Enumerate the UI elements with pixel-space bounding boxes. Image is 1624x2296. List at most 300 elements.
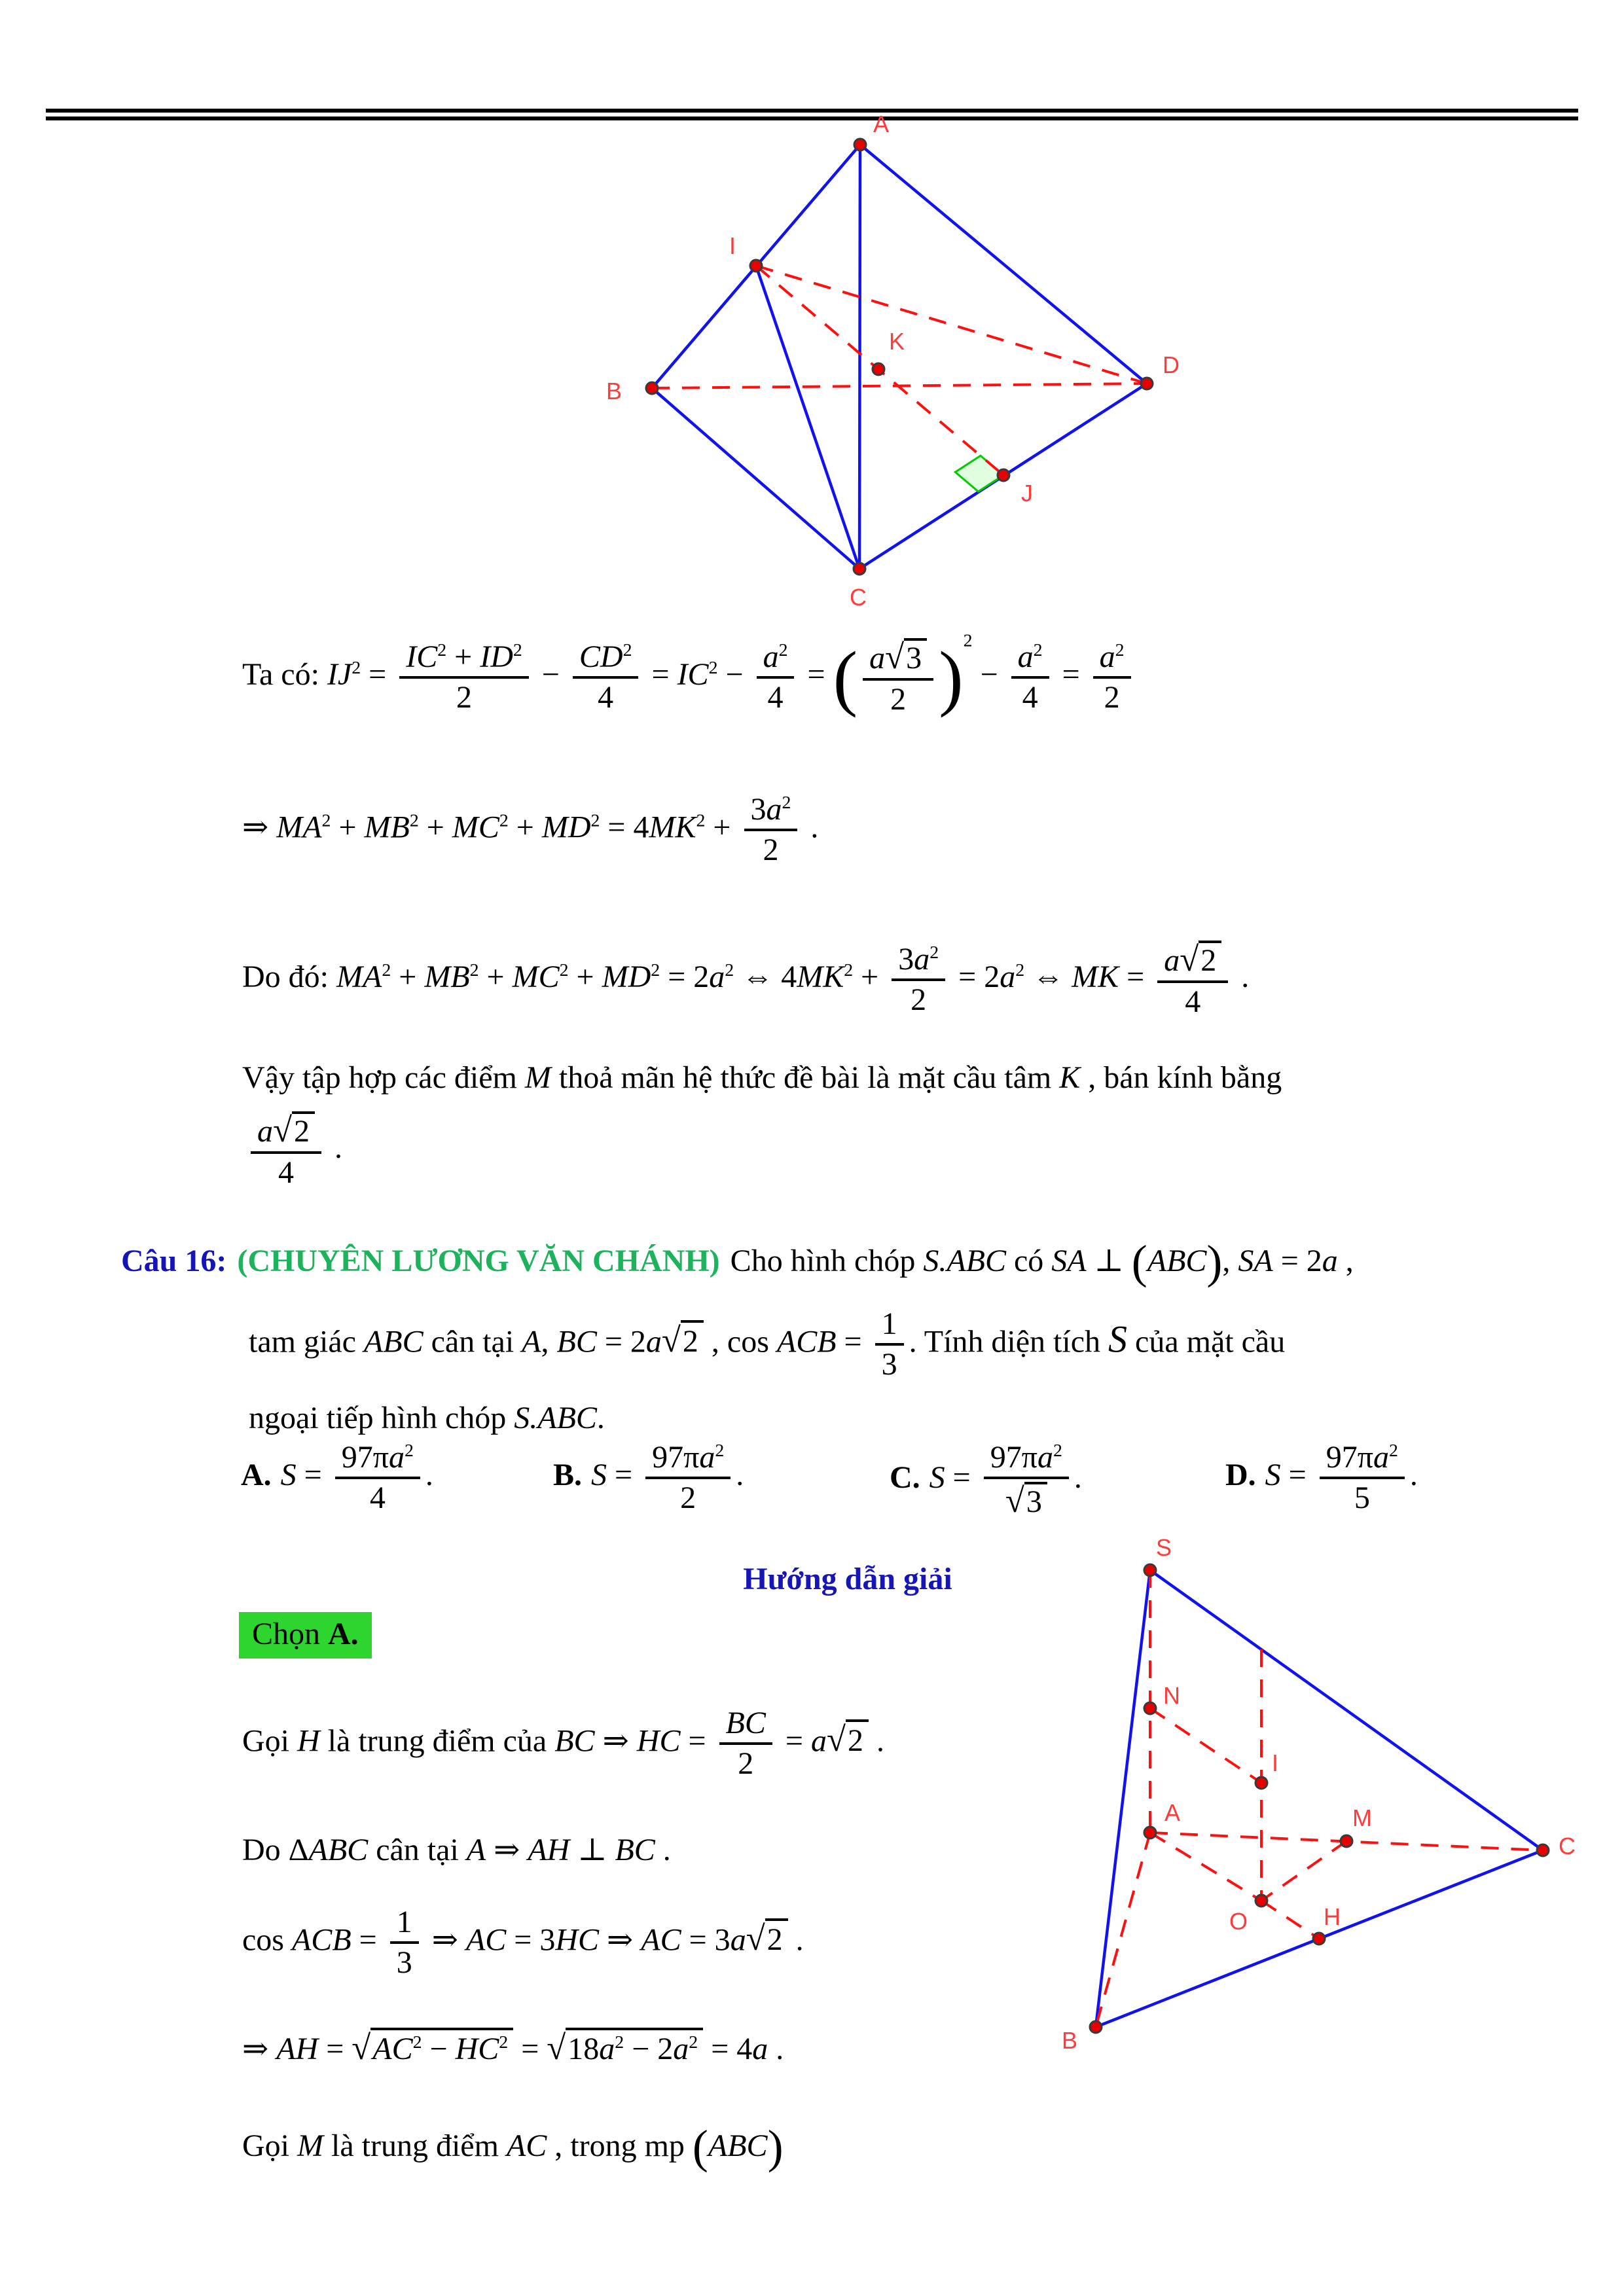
math-text: của mặt cầu [1127, 1324, 1286, 1359]
math-var: BC [615, 1833, 655, 1867]
question-line-1 [121, 1236, 1354, 1289]
math-text: . Tính diện tích [909, 1324, 1109, 1359]
figure-tetrahedron-abcd [586, 108, 1214, 632]
math-sqrt [746, 1922, 788, 1957]
math-text: , [1222, 1244, 1238, 1278]
math-superscript: 2 [321, 810, 331, 831]
math-var: a [645, 1324, 662, 1359]
math-var: MC [512, 959, 560, 994]
math-var: AC [506, 2128, 547, 2163]
math-sqrt [1005, 1484, 1047, 1519]
math-text: = 3 [506, 1922, 556, 1958]
math-var: BC [725, 1706, 766, 1740]
solution-step-3 [242, 1906, 804, 1980]
math-text: 3 [906, 641, 922, 675]
chosen-answer-highlight [239, 1612, 372, 1659]
math-text: + [331, 810, 365, 845]
radicand [846, 1719, 869, 1759]
math-var: AC [372, 2032, 413, 2066]
math-fraction [251, 1111, 321, 1190]
math-superscript: 2 [1015, 960, 1025, 980]
math-paren: ( [1131, 1236, 1147, 1289]
fraction-denominator [1157, 983, 1228, 1018]
point-B-label: B [1062, 2027, 1078, 2054]
math-text: = [799, 656, 833, 692]
math-superscript: 2 [929, 942, 939, 963]
question-source: (CHUYÊN LƯƠNG VĂN CHÁNH) [237, 1244, 720, 1278]
math-var: a [869, 641, 886, 675]
point-A-label: A [873, 111, 890, 137]
fraction-numerator [1011, 641, 1049, 679]
math-var: K [1059, 1060, 1081, 1095]
option-a [241, 1441, 433, 1515]
point-O-label: O [1229, 1908, 1248, 1935]
math-text: ⊥ [1086, 1244, 1132, 1278]
math-fraction [1011, 641, 1049, 715]
math-text: 97π [341, 1440, 389, 1475]
fraction-numerator [984, 1441, 1069, 1479]
fraction-numerator [399, 641, 529, 679]
point-B-label: B [605, 378, 622, 404]
math-text: = [607, 1458, 641, 1493]
math-var: ACB [776, 1324, 837, 1359]
math-superscript: 2 [651, 960, 660, 980]
math-text: , cos [703, 1324, 777, 1359]
math-var: a [1322, 1244, 1338, 1278]
math-var: AH [528, 1833, 570, 1867]
math-text: . [596, 1401, 605, 1435]
point-N-dot [1144, 1702, 1156, 1714]
point-B-dot [646, 382, 658, 394]
math-text: . [1409, 1458, 1418, 1493]
math-text: . [768, 2032, 784, 2066]
math-superscript: 2 [513, 639, 522, 660]
point-C-dot [1537, 1844, 1549, 1856]
math-text: 2 [682, 1324, 698, 1359]
dashed-I-D [756, 266, 1147, 384]
math-text: 2 [847, 1723, 863, 1759]
math-var: AH [276, 2032, 319, 2066]
math-var: MK [1072, 959, 1119, 994]
math-var: a [1000, 959, 1016, 994]
point-A-label: A [1164, 1799, 1181, 1826]
fraction-denominator [984, 1479, 1069, 1519]
math-var: MC [452, 810, 499, 845]
math-fraction [757, 641, 795, 715]
math-superscript: 2 [1053, 1441, 1062, 1461]
math-var: MK [649, 810, 696, 845]
math-text: . [1074, 1460, 1082, 1495]
math-text: . [326, 1130, 342, 1165]
math-fraction [863, 638, 933, 717]
math-text: Do đó: [242, 959, 336, 994]
point-B-dot [1090, 2021, 1102, 2033]
math-text: − [422, 2032, 456, 2066]
math-var: a [1017, 639, 1034, 674]
math-var: ID [480, 639, 513, 674]
math-text: . [736, 1458, 744, 1493]
math-text: 2 [456, 679, 472, 715]
math-text: 2 [738, 1746, 754, 1782]
math-superscript: 2 [844, 960, 854, 980]
math-fraction [719, 1707, 772, 1781]
point-I-dot [1255, 1777, 1267, 1789]
math-text: 4 [598, 679, 614, 715]
fraction-numerator [757, 641, 795, 679]
formula-sum-ma [242, 793, 818, 867]
math-text: = 2 [660, 959, 710, 994]
solution-step-1 [242, 1707, 884, 1781]
math-text: + [853, 959, 887, 994]
math-text: 97π [990, 1440, 1038, 1475]
math-text: tam giác [249, 1324, 364, 1359]
math-var: a [730, 1922, 746, 1958]
math-text: . [425, 1458, 433, 1493]
math-text: 4 [1185, 984, 1201, 1020]
math-var: HC [555, 1922, 600, 1958]
math-var: HC [636, 1723, 681, 1759]
fraction-denominator [1011, 679, 1049, 714]
fraction-denominator [645, 1479, 731, 1515]
math-text: + [705, 810, 739, 845]
point-M-label: M [1352, 1804, 1372, 1831]
math-var: AC [641, 1922, 681, 1958]
edge-S-C [1150, 1570, 1543, 1850]
fraction-denominator [757, 679, 795, 714]
math-text: ⇒ [594, 1723, 637, 1759]
math-var: CD [579, 639, 623, 674]
math-text: thoả mãn hệ thức đề bài là mặt cầu tâm [550, 1060, 1060, 1095]
point-N-label: N [1163, 1682, 1180, 1709]
math-text: = [1280, 1458, 1314, 1493]
point-O-dot [1255, 1895, 1267, 1907]
fraction-denominator [251, 1154, 321, 1189]
math-var: a [709, 959, 725, 994]
point-C-label: C [1559, 1833, 1576, 1859]
figure-pyramid-sabc [1041, 1538, 1617, 2075]
math-text: là trung điểm [323, 2128, 507, 2163]
math-superscript: 2 [499, 2032, 509, 2053]
fraction-denominator [1093, 679, 1131, 714]
math-superscript: 2 [615, 2032, 624, 2053]
math-text: Cho hình chóp [730, 1244, 924, 1278]
math-text: , [1337, 1244, 1354, 1278]
math-text: 2 [680, 1480, 696, 1516]
radicand [1024, 1482, 1047, 1518]
math-var: a [766, 792, 782, 827]
math-superscript: 2 [437, 639, 447, 660]
point-M-dot [1341, 1835, 1352, 1847]
math-var: S [1265, 1458, 1281, 1493]
chosen-answer-prefix: Chọn [252, 1617, 329, 1651]
point-A-dot [1144, 1827, 1156, 1839]
point-H-dot [1313, 1933, 1325, 1945]
math-text: + [446, 639, 480, 674]
radical-sign: √ [1005, 1482, 1024, 1520]
math-text: . [655, 1833, 671, 1867]
dashed-O-H [1261, 1901, 1319, 1939]
point-J-dot [998, 469, 1009, 481]
math-text: 4 [278, 1155, 294, 1191]
math-text: = [680, 1723, 714, 1759]
fraction-numerator [875, 1308, 904, 1346]
option-b-label: B. [553, 1458, 583, 1493]
right-angle-marker [955, 456, 1003, 492]
math-superscript: 2 [1033, 639, 1043, 660]
math-text: Vậy tập hợp các điểm [242, 1060, 525, 1095]
question-number: Câu 16: [121, 1244, 227, 1278]
math-text: 3 [881, 1347, 897, 1382]
math-var: MD [541, 810, 591, 845]
fraction-denominator [744, 831, 798, 867]
radicand [904, 638, 927, 675]
math-text: = [777, 1723, 811, 1759]
math-sqrt [827, 1723, 869, 1758]
math-text: 2 [293, 1114, 310, 1149]
point-S-dot [1144, 1564, 1156, 1576]
math-var: a [1099, 639, 1115, 674]
math-text: 18 [568, 2032, 600, 2066]
option-a-label: A. [241, 1458, 272, 1493]
radicand [370, 2028, 513, 2067]
math-fraction [335, 1441, 420, 1515]
math-var: MA [336, 959, 382, 994]
math-var: A [466, 1833, 486, 1867]
math-superscript: 2 [1388, 1441, 1398, 1461]
fraction-numerator [1320, 1441, 1405, 1479]
point-S-label: S [1156, 1538, 1172, 1561]
math-text: − [533, 656, 568, 692]
math-text: + [478, 959, 513, 994]
fraction-numerator [863, 638, 933, 681]
formula-do-do [242, 941, 1249, 1019]
math-text: 1 [881, 1306, 897, 1341]
math-fraction [744, 793, 798, 867]
option-d-label: D. [1225, 1458, 1256, 1493]
math-text: 2 [911, 982, 927, 1017]
formula-ij-squared [242, 630, 1136, 719]
math-text: ⊥ [569, 1833, 615, 1867]
math-text: + [391, 959, 425, 994]
math-text: = [836, 1324, 870, 1359]
radical-sign: √ [826, 1721, 846, 1759]
math-paren-group [833, 636, 964, 719]
math-text: , [541, 1324, 557, 1359]
math-text: 2 [1200, 943, 1217, 978]
option-c-label: C. [890, 1460, 920, 1495]
math-text: = 3 [681, 1922, 731, 1958]
math-superscript: 2 [1115, 639, 1125, 660]
math-superscript: 2 [404, 1441, 414, 1461]
radicand [566, 2028, 703, 2067]
math-text: 3 [396, 1945, 412, 1981]
math-fraction [875, 1308, 904, 1382]
point-C-label: C [850, 584, 867, 611]
math-text: 3 [898, 941, 914, 977]
math-var: IC [677, 656, 709, 692]
math-sqrt [885, 638, 927, 676]
math-fraction [645, 1441, 731, 1515]
radicand [292, 1111, 315, 1148]
fraction-numerator [573, 641, 639, 679]
math-text: ⇔ 4 [734, 959, 797, 994]
math-var: ABC [363, 1324, 424, 1359]
math-var: a [1037, 1440, 1053, 1475]
math-superscript: 2 [559, 960, 569, 980]
math-text: ⇒ [242, 2032, 277, 2066]
math-var: BC [556, 1324, 597, 1359]
math-superscript: 2 [412, 2032, 422, 2053]
math-text: là trung điểm của [319, 1723, 555, 1759]
math-text: có [1005, 1244, 1052, 1278]
math-fraction [984, 1441, 1069, 1520]
math-superscript: 2 [708, 657, 718, 678]
fraction-numerator [1157, 941, 1228, 983]
point-D-dot [1141, 378, 1153, 389]
math-text: 5 [1354, 1480, 1370, 1516]
math-text: 97π [1326, 1440, 1373, 1475]
math-var: MB [424, 959, 470, 994]
fraction-numerator [1093, 641, 1131, 679]
fraction-denominator [863, 681, 933, 716]
math-var: A [522, 1324, 541, 1359]
point-C-dot [854, 563, 865, 575]
math-text: cos [242, 1922, 292, 1958]
solution-step-2 [242, 1833, 671, 1868]
solution-step-5 [242, 2121, 784, 2174]
fraction-numerator [719, 1707, 772, 1745]
math-var: S [591, 1458, 607, 1493]
math-superscript: 2 [782, 793, 791, 813]
point-I-label: I [729, 232, 736, 259]
math-var: HC [455, 2032, 499, 2066]
math-fraction [399, 641, 529, 715]
math-superscript: 2 [352, 657, 361, 678]
math-var: BC [554, 1723, 595, 1759]
math-text: = 2 [1272, 1244, 1322, 1278]
math-text: = 4 [600, 810, 649, 845]
radical-sign: √ [661, 1321, 681, 1360]
math-text: = [351, 1922, 385, 1958]
math-text: ⇔ [1024, 959, 1072, 994]
math-var: S.ABC [514, 1401, 597, 1435]
math-sqrt [352, 2029, 513, 2067]
math-var: H [297, 1723, 320, 1759]
math-var: SA [1238, 1244, 1273, 1278]
fraction-numerator [251, 1111, 321, 1154]
option-d [1225, 1441, 1418, 1515]
math-fraction [892, 943, 945, 1017]
fraction-denominator [1320, 1479, 1405, 1515]
math-fraction [573, 641, 639, 715]
math-sqrt [547, 2029, 703, 2067]
math-superscript: 2 [590, 810, 600, 831]
math-var: MD [602, 959, 651, 994]
radicand [765, 1918, 788, 1958]
dashed-A-B [1096, 1833, 1150, 2027]
math-text: + [418, 810, 452, 845]
math-sqrt [273, 1111, 315, 1149]
math-text: . [803, 810, 819, 845]
fraction-numerator [645, 1441, 731, 1479]
math-text: Ta có: [242, 656, 327, 692]
point-K-dot [873, 363, 884, 375]
solution-step-4 [242, 2028, 784, 2068]
math-text: = [945, 1460, 979, 1495]
math-var: ABC [1147, 1244, 1207, 1278]
math-text: 4 [767, 679, 784, 715]
math-text: ⇒ [242, 810, 277, 845]
conclusion-radius [245, 1111, 342, 1190]
close-paren: ) [939, 636, 964, 719]
conclusion-text [242, 1060, 1282, 1096]
fraction-denominator [390, 1944, 419, 1979]
math-fraction [390, 1906, 419, 1980]
radical-sign: √ [1180, 941, 1199, 978]
math-text: 4 [1022, 679, 1038, 715]
math-var: ABC [308, 1833, 369, 1867]
fraction-denominator [335, 1479, 420, 1515]
math-superscript: 2 [469, 960, 479, 980]
math-text: = [1119, 959, 1153, 994]
math-text: ⇒ [599, 1922, 641, 1958]
math-text: . [868, 1723, 884, 1759]
math-var: a [699, 1440, 715, 1475]
math-var: IC [406, 639, 438, 674]
math-var: M [297, 2128, 323, 2163]
math-paren: ( [692, 2121, 708, 2174]
math-text: , bán kính bằng [1080, 1060, 1282, 1095]
math-text: Gọi [242, 1723, 297, 1759]
math-var: IJ [327, 656, 352, 692]
math-var: S [280, 1458, 297, 1493]
math-fraction [1157, 941, 1228, 1019]
math-text: 4 [369, 1480, 386, 1516]
math-text: = [1054, 656, 1088, 692]
math-text: = [296, 1458, 330, 1493]
fraction-denominator [399, 679, 529, 714]
math-sqrt [1180, 943, 1221, 978]
math-text: cân tại [423, 1324, 522, 1359]
fraction-numerator [335, 1441, 420, 1479]
math-text: = 2 [950, 959, 1000, 994]
fraction-denominator [892, 981, 945, 1016]
math-text: . [1233, 959, 1250, 994]
math-var: a [914, 941, 930, 977]
math-var: a [388, 1440, 405, 1475]
fraction-numerator [892, 943, 945, 981]
math-superscript: 2 [409, 810, 419, 831]
math-superscript: 2 [696, 810, 706, 831]
math-superscript: 2 [499, 810, 509, 831]
dashed-A-O [1150, 1833, 1261, 1901]
math-text: = 4 [703, 2032, 753, 2066]
math-var: S [1108, 1318, 1128, 1361]
math-text: cân tại [368, 1833, 467, 1867]
edge-A-C [859, 145, 860, 569]
math-superscript: 2 [623, 639, 632, 660]
dashed-M-O [1261, 1841, 1346, 1901]
fraction-denominator [875, 1346, 904, 1381]
math-var: ACB [291, 1922, 352, 1958]
math-superscript: 2 [725, 960, 734, 980]
math-var: ABC [708, 2128, 768, 2163]
math-text: + [508, 810, 542, 845]
math-superscript: 2 [382, 960, 391, 980]
math-text: , trong mp [547, 2128, 693, 2163]
dashed-N-I [1150, 1708, 1261, 1783]
fraction-denominator [573, 679, 639, 714]
